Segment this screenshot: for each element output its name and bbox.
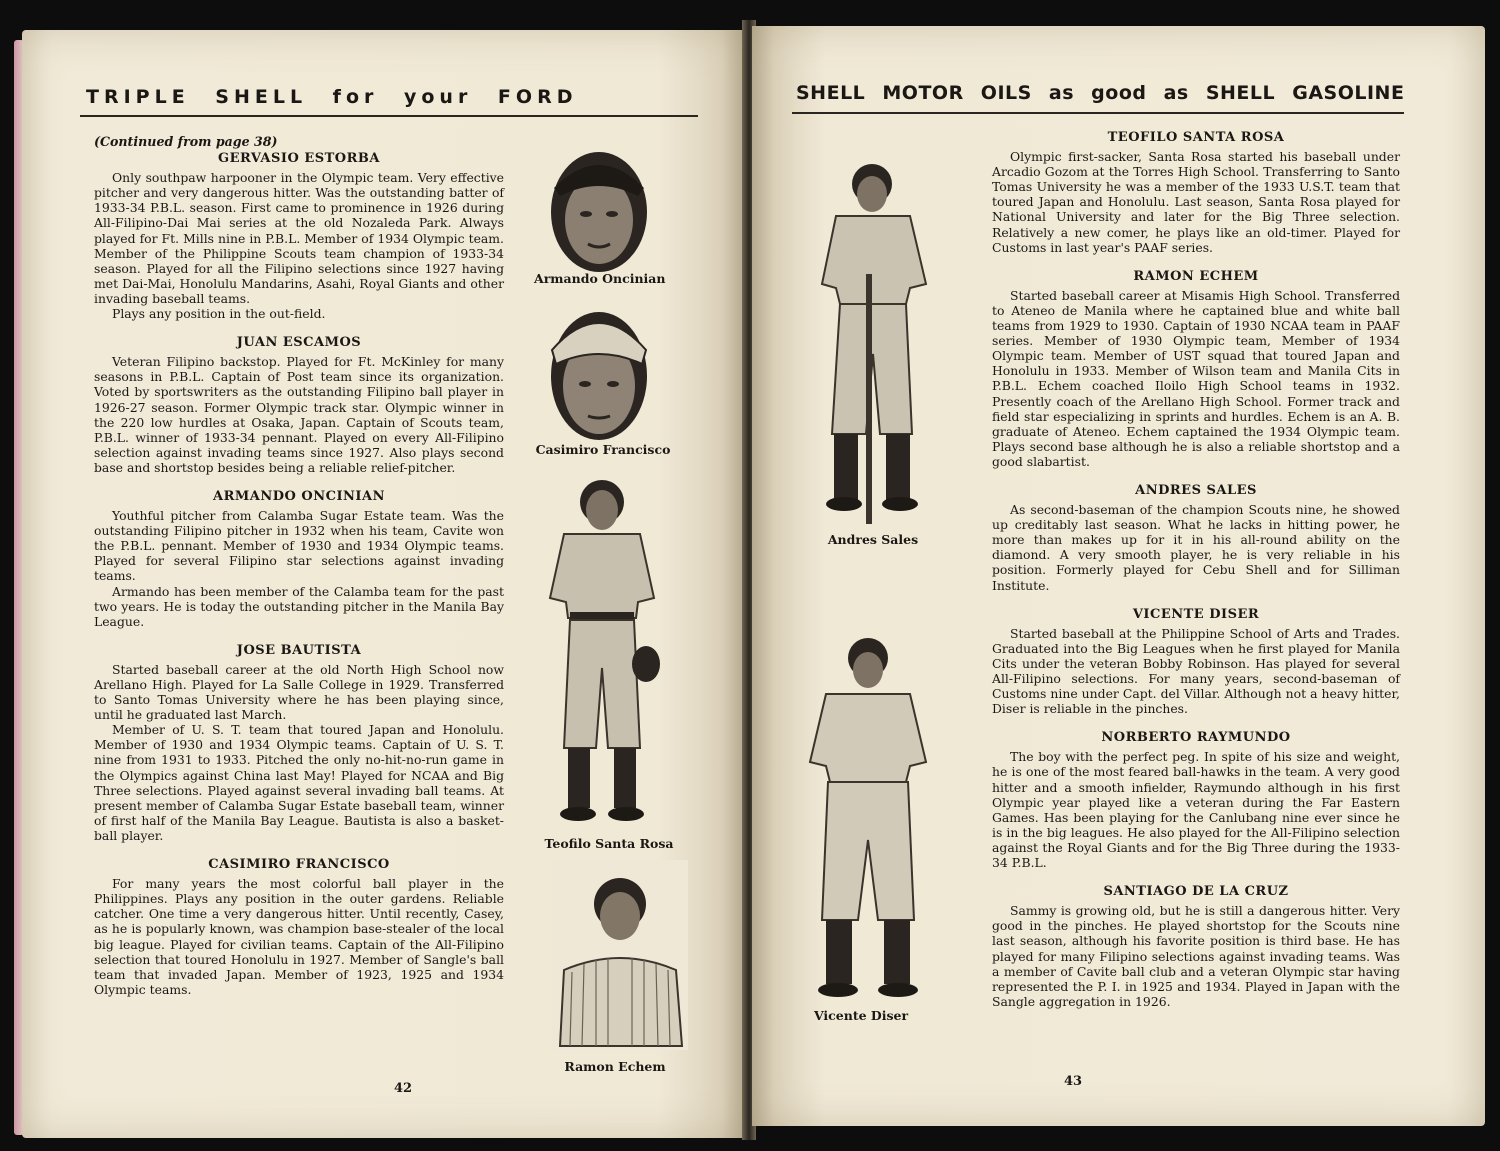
text-column-right [992, 130, 1400, 1023]
bio-juan-escamos [94, 335, 504, 475]
portrait-photo-oncinian [548, 148, 650, 273]
page-43 [752, 26, 1485, 1126]
page-number: 42 [394, 1081, 413, 1096]
photo-caption: Andres Sales [827, 532, 919, 547]
bio-paragraph: Olympic first-sacker, Santa Rosa started his baseball under Arcadio Gozom at the Torres High School. Transferring to Santo Tomas University he was a member of the 1933 U.S.T. team that toured Japan and Honolulu. Last season, Santa Rosa played for National University and later for the Big Three selection. Relatively a new comer, he plays like an old-timer. Played for Customs in last year's PAAF series. [992, 149, 1400, 255]
text-column-left [94, 134, 504, 1011]
bio-heading: CASIMIRO FRANCISCO [208, 857, 390, 873]
page-42 [22, 30, 744, 1138]
bio-ramon-echem [992, 269, 1400, 469]
bio-paragraph: Started baseball career at Misamis High School. Transferred to Ateneo de Manila where he captained blue and white ball teams from 1929 to 1930. Captain of 1930 NCAA team in PAAF series. Member of 1930 Olympic team, Member of 1934 Olympic team. Member of UST squad that toured Japan and Honolulu in 1933. Member of Wilson team and Manila Cits in P.B.L. Echem coached Iloilo High School teams in 1932. Presently coach of the Arellano High School. Former track and field star especializing in sprints and hurdles. Echem is an A. B. graduate of Ateneo. Echem captained the 1934 Olympic team. Plays second base although he is also a reliable shortstop and a good slabartist. [992, 287, 1400, 469]
bio-paragraph: Plays any position in the out-field. [112, 306, 326, 322]
bio-paragraph: Member of U. S. T. team that toured Japan and Honolulu. Member of 1930 and 1934 Olympic teams. Captain of U. S. T. nine from 1931 to 1933. Pitched the only no-hit-no-run game in the Olympics against China last May! Played for NCAA and Big Three selections. Played against several invading ball teams. At present member of Calamba Sugar Estate baseball team, winner of first half of the Manila Bay League. Bautista is also a basket-ball player. [94, 722, 504, 843]
continued-note: (Continued from page 38) [94, 134, 278, 149]
bio-paragraph: Youthful pitcher from Calamba Sugar Estate team. Was the outstanding Filipino pitcher in 1932 when his team, Cavite won the P.B.L. pennant. Member of 1930 and 1934 Olympic teams. Played for several Filipino star selections against invading teams. [94, 508, 504, 584]
bio-heading: ANDRES SALES [1135, 482, 1257, 498]
portrait-photo-echem [552, 860, 688, 1050]
header-rule-right [792, 112, 1404, 114]
bio-gervasio-estorba [94, 151, 504, 321]
photo-caption: Ramon Echem [564, 1059, 666, 1074]
bio-armando-oncinian [94, 489, 504, 629]
bio-vicente-diser [992, 607, 1400, 717]
bio-casimiro-francisco [94, 857, 504, 997]
portrait-photo-francisco [548, 306, 650, 441]
full-body-photo-diser [798, 630, 938, 1014]
full-body-photo-sales [810, 154, 940, 532]
bio-andres-sales [992, 483, 1400, 593]
bio-paragraph: Veteran Filipino backstop. Played for Ft. McKinley for many seasons in P.B.L. Captain of Post team since its organization. Voted by sportswriters as the outstanding Filipino ball player in 1926-27 season. Former Olympic track star. Olympic winner in the 220 low hurdles at Osaka, Japan. Captain of Scouts team, P.B.L. winner of 1933-34 pennant. Played on every All-Filipino selection against invading teams since 1927. Also plays second base and shortstop besides being a reliable relief-pitcher. [94, 354, 504, 475]
photo-caption: Casimiro Francisco [535, 442, 671, 457]
bio-heading: RAMON ECHEM [1133, 268, 1259, 284]
photo-caption: Vicente Diser [813, 1008, 909, 1023]
bio-paragraph: For many years the most colorful ball player in the Philippines. Plays any position in the outer gardens. Reliable catcher. One time a very dangerous hitter. Until recently, Casey, as he is popularly known, was champion base-stealer of the local big league. Played for civilian teams. Captain of the All-Filipino selection that toured Honolulu in 1927. Member of Sangle's ball team that invaded Japan. Member of 1923, 1925 and 1934 Olympic teams. [94, 876, 504, 997]
bio-heading: ARMANDO ONCINIAN [213, 488, 385, 504]
photo-caption: Armando Oncinian [534, 271, 666, 286]
bio-norberto-raymundo [992, 730, 1400, 870]
photo-caption: Teofilo Santa Rosa [544, 836, 674, 851]
bio-heading: NORBERTO RAYMUNDO [1101, 730, 1291, 746]
bio-teofilo-santa-rosa [992, 130, 1400, 255]
running-header-right: SHELL MOTOR OILS as good as SHELL GASOLINE [796, 82, 1405, 104]
bio-paragraph: Armando has been member of the Calamba team for the past two years. He is today the outstanding pitcher in the Manila Bay League. [94, 583, 504, 629]
bio-paragraph: Only southpaw harpooner in the Olympic team. Very effective pitcher and very dangerous hitter. Was the outstanding batter of 1933-34 P.B.L. season. First came to prominence in 1926 during All-Filipino-Dai Mai series at the old Nozaleda Park. Always played for Ft. Mills nine in P.B.L. Member of 1934 Olympic team. Member of the Philippine Scouts team champion of 1933-34 season. Played for all the Filipino selections since 1927 having met Dai-Mai, Honolulu Mandarins, Asahi, Royal Giants and other invading baseball teams. [94, 170, 504, 306]
bio-heading: JUAN ESCAMOS [236, 335, 362, 351]
bio-jose-bautista [94, 643, 504, 843]
full-body-photo-santa-rosa [542, 468, 662, 838]
page-number: 43 [1064, 1074, 1083, 1089]
bio-paragraph: As second-baseman of the champion Scouts nine, he showed up creditably last season. What he lacks in hitting power, he more than makes up for it in his all-round ability on the diamond. A very smooth player, he is very reliable in his position. Formerly played for Cebu Shell and for Silliman Institute. [992, 502, 1400, 593]
bio-heading: GERVASIO ESTORBA [217, 151, 380, 167]
running-header-left: TRIPLE SHELL for your FORD [86, 86, 578, 108]
bio-paragraph: Sammy is growing old, but he is still a dangerous hitter. Very good in the pinches. He played shortstop for the Scouts nine last season, although his favorite position is third base. He has played for many Filipino selections against invading teams. Was a member of Cavite ball club and a veteran Olympic star having represented the P. I. in 1925 and 1934. Played in Japan with the Sangle aggregation in 1926. [992, 903, 1400, 1009]
bio-paragraph: Started baseball at the Philippine School of Arts and Trades. Graduated into the Big Leagues when he first played for Manila Cits under the veteran Bobby Robinson. Has played for several All-Filipino selections. For many years, second-baseman of Customs nine under Capt. del Villar. Although not a heavy hitter, Diser is reliable in the pinches. [992, 625, 1400, 717]
bio-paragraph: The boy with the perfect peg. In spite of his size and weight, he is one of the most feared ball-hawks in the team. A very good hitter and a smooth infielder, Raymundo although in his first Olympic year played like a veteran during the Far Eastern Games. Has been playing for the Canlubang nine ever since he is in the big leagues. He also played for the All-Filipino selection against the Royal Giants and for the Big Three during the 1933-34 P.B.L. [992, 749, 1400, 871]
bio-heading: TEOFILO SANTA ROSA [1107, 130, 1285, 145]
bio-santiago-de-la-cruz [992, 884, 1400, 1009]
bio-heading: SANTIAGO DE LA CRUZ [1103, 884, 1289, 900]
bio-paragraph: Started baseball career at the old North High School now Arellano High. Played for La Salle College in 1929. Transferred to Santo Tomas University where he has been playing since, until he graduated last March. [94, 661, 504, 723]
bio-heading: VICENTE DISER [1132, 606, 1260, 622]
bio-heading: JOSE BAUTISTA [236, 642, 362, 658]
header-rule-left [80, 115, 698, 117]
